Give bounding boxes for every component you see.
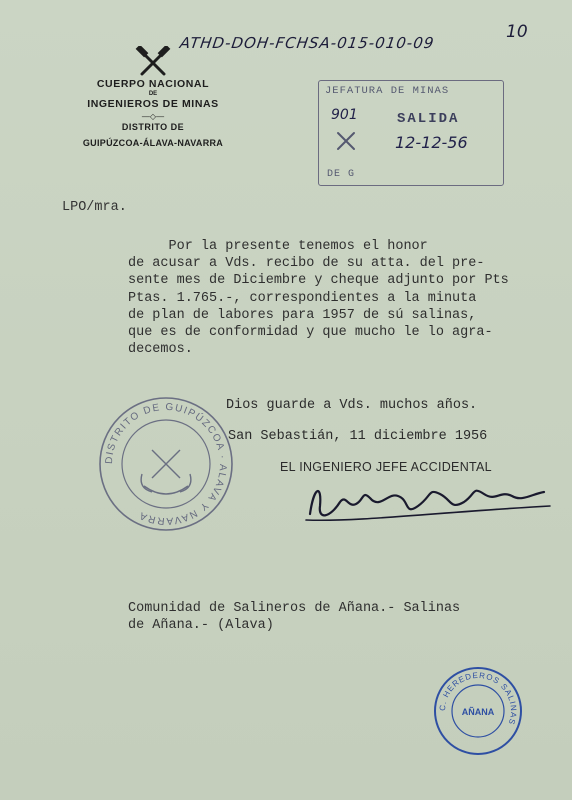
crossed-hammers-icon [133, 46, 173, 76]
letterhead-line-5: GUIPÚZCOA-ÁLAVA-NAVARRA [82, 138, 224, 148]
seal-ring-text: DISTRITO DE GUIPÚZCOA · ALAVA Y NAVARRA [103, 401, 229, 527]
exit-stamp-number: 901 [331, 107, 358, 123]
handwritten-signature [300, 476, 560, 526]
letterhead-line-1: CUERPO NACIONAL [96, 78, 210, 90]
exit-stamp-header: JEFATURA DE MINAS [325, 85, 450, 97]
exit-stamp-label: SALIDA [397, 111, 460, 127]
archive-code: ATHD-DOH-FCHSA-015-010-09 [178, 34, 436, 52]
district-seal [96, 394, 236, 534]
letterhead-divider: —◇— [141, 112, 165, 121]
letterhead [48, 46, 258, 148]
exit-stamp-footer: DE G [327, 169, 356, 180]
page-number: 10 [506, 22, 528, 42]
signer-title: EL INGENIERO JEFE ACCIDENTAL [280, 460, 492, 474]
place-and-date: San Sebastián, 11 diciembre 1956 [228, 429, 488, 444]
closing-greeting: Dios guarde a Vds. muchos años. [226, 398, 478, 413]
letterhead-line-4: DISTRITO DE [121, 122, 185, 132]
reference-code: LPO/mra. [62, 200, 127, 215]
salineros-stamp [432, 665, 524, 757]
blue-stamp-ring-text: C. HEREDEROS SALINAS [437, 670, 519, 727]
blue-stamp-center-text: AÑANA [461, 707, 495, 717]
letter-body: Por la presente tenemos el honor de acusar a Vds. recibo de su atta. del pre- sente mes de Diciembre y cheque adjunto por Pts Ptas. 1.765.-, correspondientes a la minuta de plan de labores para 1957 de sú salinas, que es de conformidad y que mucho le lo agra- decemos. [128, 239, 509, 358]
exit-stamp [318, 80, 504, 186]
letterhead-line-2: DE [148, 91, 158, 97]
exit-stamp-date: 12-12-56 [395, 133, 468, 152]
recipient-address: Comunidad de Salineros de Añana.- Salinas de Añana.- (Alava) [128, 601, 461, 633]
mini-hammers-icon [333, 129, 359, 151]
letterhead-line-3: INGENIEROS DE MINAS [87, 98, 219, 110]
